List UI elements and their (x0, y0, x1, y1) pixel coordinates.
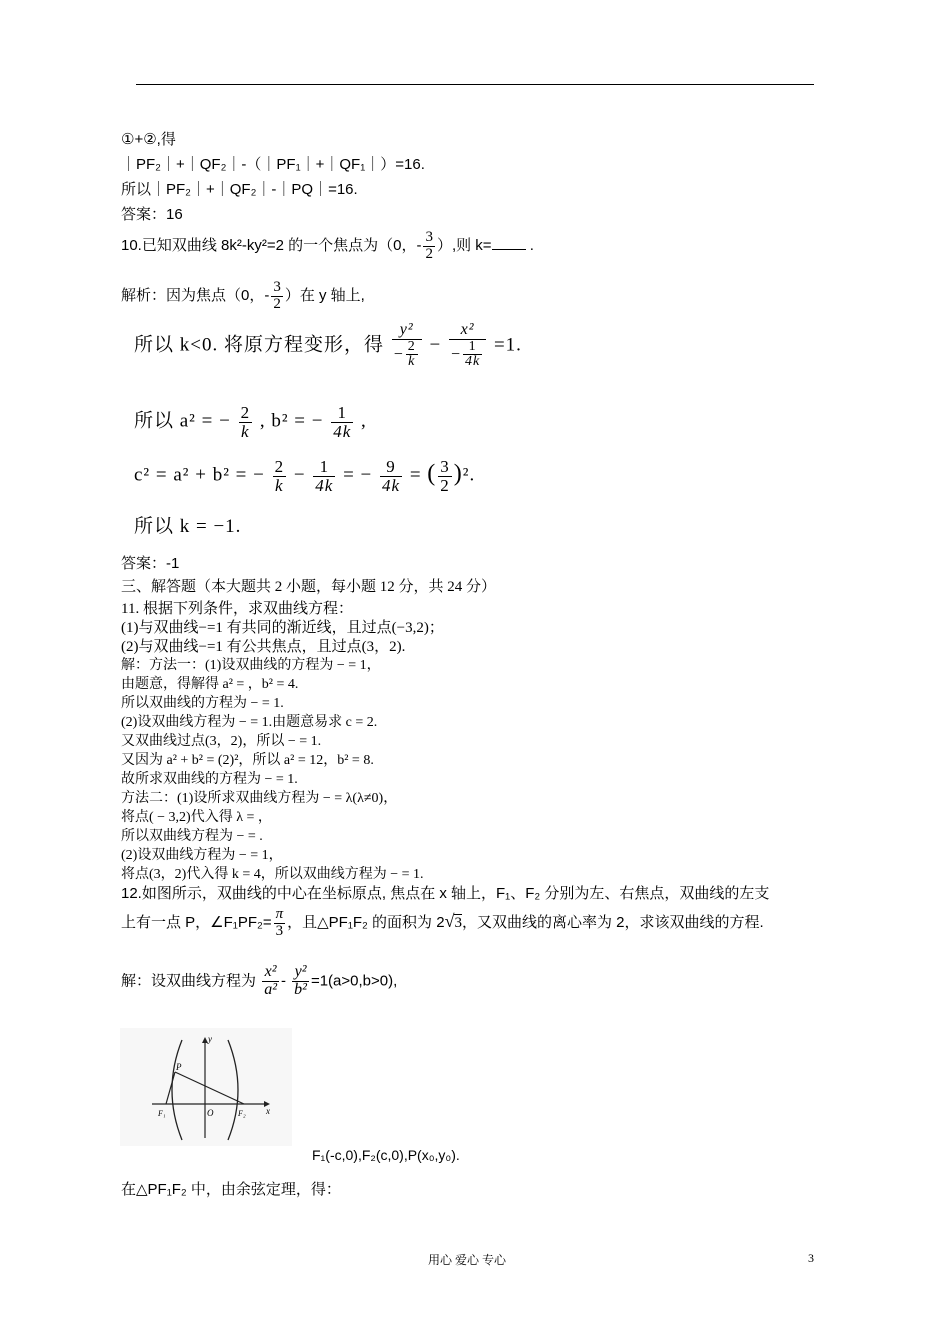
question-12: 12.如图所示，双曲线的中心在坐标原点, 焦点在 x 轴上，F₁、F₂ 分别为左、右焦点，双曲线的左支 (121, 885, 770, 902)
frac-den: b² (294, 980, 307, 998)
solution-line: 又双曲线过点(3，2)，所以 − = 1. (121, 734, 322, 749)
solution-line: 将点( − 3,2)代入得 λ = ， (121, 810, 272, 825)
frac-num: π (275, 906, 284, 922)
sqrt-value: 3 (454, 915, 462, 932)
frac-num: 2 (240, 403, 251, 422)
footer-slogan: 用心 爱心 专心 (428, 1253, 507, 1267)
frac-num: 9 (380, 458, 402, 477)
solution-line: 解：方法一：(1)设双曲线的方程为 − = 1， (121, 658, 381, 673)
header-rule (136, 84, 814, 85)
frac-num: 2 (407, 338, 416, 354)
solution-line: 所以双曲线的方程为 − = 1. (121, 696, 284, 711)
solution-10 (121, 280, 365, 313)
text-line: ｜PF₂｜+｜QF₂｜-（｜PF₁｜+｜QF₁｜）=16. (121, 156, 425, 173)
sol10-text: ）在 y 轴上, (284, 287, 365, 305)
frac-den: 4k (315, 475, 334, 495)
math-text: , b² = − (259, 410, 324, 432)
frac-num: 3 (425, 229, 433, 245)
q10-text: 10.已知双曲线 8k²-ky²=2 的一个焦点为（0，- (121, 237, 422, 255)
math-text: , (361, 410, 367, 432)
math-fraction (313, 458, 335, 495)
frac-den: k (275, 475, 284, 495)
hyperbola-diagram (120, 1028, 292, 1146)
q10-end: . (529, 237, 534, 255)
q10-text: ）,则 k= (436, 237, 492, 255)
math-text: = (409, 464, 422, 486)
frac-num: 1 (331, 404, 353, 423)
question-12-line2 (121, 907, 764, 940)
frac-num: y² (392, 322, 422, 340)
math-line-2 (134, 404, 367, 441)
label-x: x (266, 1106, 270, 1116)
q10-fraction (423, 230, 435, 263)
answer-blank (492, 237, 526, 250)
frac-num: x² (449, 322, 486, 340)
question-11: 11. 根据下列条件，求双曲线方程： (121, 601, 353, 617)
answer-10: 答案：-1 (121, 555, 180, 572)
math-line-3: c² = a² + b² = − $\frac{2}{k}$ − $\frac{1}{4k}$ = − $\frac{9}{4k}$ = ( $\frac{3}{2}$ )². (134, 457, 476, 495)
math-line-4: 所以 k = −1. (134, 516, 242, 537)
frac-den: − $\frac{1}{4k}$ (450, 338, 481, 370)
solution-line: 又因为 a² + b² = (2)²，所以 a² = 12，b² = 8. (121, 753, 374, 768)
math-text: =1. (493, 334, 522, 356)
label-P: P (176, 1062, 182, 1072)
q12-text: ，且△PF₁F₂ 的面积为 2 (287, 914, 445, 932)
frac-den: a² (264, 980, 277, 998)
text-line: 在△PF₁F₂ 中，由余弦定理，得： (121, 1181, 341, 1198)
solution-line: 将点(3，2)代入得 k = 4，所以双曲线方程为 − = 1. (121, 867, 424, 882)
frac-den: k (241, 421, 250, 441)
frac-den: 2 (273, 295, 281, 312)
solution-line: 所以双曲线方程为 − = . (121, 829, 263, 844)
text-line: 答案：16 (121, 206, 183, 223)
math-text: − (293, 464, 306, 486)
math-text: 所以 k<0. 将原方程变形，得 (134, 334, 384, 356)
label-F2: F₂ (238, 1109, 246, 1118)
frac-den: 4k (333, 421, 352, 441)
math-fraction (273, 458, 287, 495)
math-line-1: 所以 k<0. 将原方程变形，得 y² − $\frac{2}{k}$ − x² − $\frac{1}{4k}$ =1. (134, 321, 522, 370)
solution-line: 由题意，得解得 a² = ，b² = 4. (121, 677, 299, 692)
solution-line: 方法二：(1)设所求双曲线方程为 − = λ(λ≠0)， (121, 791, 398, 806)
math-text: = − (343, 464, 373, 486)
x-fraction (262, 964, 279, 999)
q12-text: ，又双曲线的离心率为 2，求该双曲线的方程. (461, 914, 764, 932)
math-fraction (331, 404, 353, 441)
label-F1: F₁ (158, 1109, 166, 1118)
solution-12 (121, 964, 397, 999)
foci-coordinates: F₁(-c,0),F₂(c,0),P(x₀,y₀). (312, 1147, 460, 1163)
question-10 (121, 230, 534, 263)
math-fraction (449, 322, 486, 370)
math-fraction (239, 404, 253, 441)
math-text: ². (462, 464, 476, 486)
q12-text: 上有一点 P，∠F₁PF₂= (121, 914, 272, 932)
question-11-part2: (2)与双曲线−=1 有公共焦点，且过点(3，2). (121, 639, 406, 655)
text-line: ①+②,得 (121, 131, 176, 148)
question-11-part1: (1)与双曲线−=1 有共同的渐近线，且过点(−3,2)； (121, 620, 444, 636)
frac-den: 4k (382, 475, 401, 495)
frac-den: 3 (275, 922, 284, 939)
sol12-text: 解：设双曲线方程为 (121, 972, 257, 990)
sol10-text: 解析：因为焦点（0，- (121, 287, 270, 305)
y-fraction (292, 964, 309, 999)
math-text: 所以 a² = − (134, 410, 231, 432)
label-y: y (208, 1034, 212, 1044)
angle-fraction (274, 907, 286, 940)
math-fraction (438, 458, 452, 495)
solution-line: (2)设双曲线方程为 − = 1， (121, 848, 283, 863)
frac-den: − $\frac{2}{k}$ (393, 338, 416, 370)
section-heading: 三、解答题（本大题共 2 小题，每小题 12 分，共 24 分） (121, 579, 497, 595)
sol12-text: =1(a>0,b>0), (310, 972, 398, 990)
frac-num: x² (262, 964, 279, 982)
hyperbola-figure (120, 1028, 292, 1146)
solution-line: 故所求双曲线的方程为 − = 1. (121, 772, 298, 787)
frac-num: 2 (274, 457, 285, 476)
page-number: 3 (808, 1251, 814, 1265)
solution-line: (2)设双曲线方程为 − = 1.由题意易求 c = 2. (121, 715, 378, 730)
frac-den: k (408, 354, 416, 370)
frac-den: 4k (465, 354, 481, 370)
sol12-text: - (280, 972, 286, 990)
frac-num: y² (292, 964, 309, 982)
math-fraction (380, 458, 402, 495)
label-O: O (207, 1108, 214, 1118)
math-text: c² = a² + b² = − (134, 464, 265, 486)
frac-den: 2 (440, 475, 450, 495)
math-fraction (392, 322, 422, 370)
sqrt-sign: √ (444, 911, 455, 932)
frac-num: 1 (313, 458, 335, 477)
frac-num: 3 (440, 457, 450, 476)
text-line: 所以｜PF₂｜+｜QF₂｜-｜PQ｜=16. (121, 181, 358, 198)
frac-num: 3 (273, 279, 281, 295)
frac-den: 2 (425, 245, 433, 262)
sol10-fraction (271, 280, 283, 313)
frac-num: 1 (463, 340, 482, 356)
